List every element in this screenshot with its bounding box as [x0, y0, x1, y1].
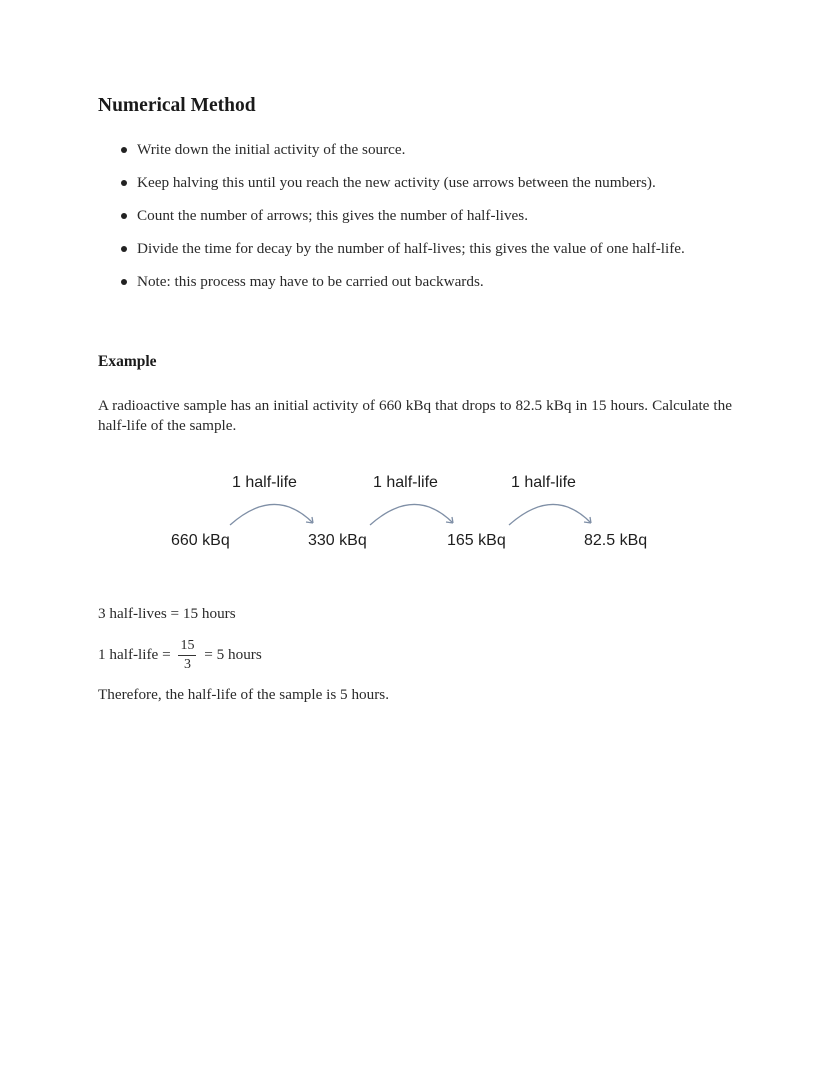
- example-problem-text: A radioactive sample has an initial activity of 660 kBq that drops to 82.5 kBq in 15 hours. Calculate the half-life of the sample.: [98, 397, 732, 434]
- equation-rhs: = 5 hours: [204, 645, 262, 663]
- activity-value: 82.5 kBq: [584, 532, 648, 549]
- example-heading: Example: [98, 353, 157, 370]
- arrow-label: 1 half-life: [511, 474, 576, 491]
- section-title: Numerical Method: [98, 95, 256, 116]
- solution-conclusion: Therefore, the half-life of the sample is 5 hours.: [98, 686, 389, 703]
- list-item: Write down the initial activity of the source.: [98, 140, 732, 159]
- fraction-numerator: 15: [178, 638, 196, 656]
- arrow-label: 1 half-life: [232, 474, 297, 491]
- curved-arrow-icon: [230, 504, 313, 525]
- activity-value: 330 kBq: [308, 532, 367, 549]
- activity-value: 660 kBq: [171, 532, 230, 549]
- list-item: Note: this process may have to be carried out backwards.: [98, 272, 732, 291]
- solution-line-1: 3 half-lives = 15 hours: [98, 605, 236, 622]
- list-item: Keep halving this until you reach the new activity (use arrows between the numbers).: [98, 173, 732, 192]
- method-steps-list: [98, 140, 732, 305]
- arrow-label: 1 half-life: [373, 474, 438, 491]
- solution-line-2: [98, 638, 262, 673]
- list-item: Count the number of arrows; this gives the number of half-lives.: [98, 206, 732, 225]
- half-life-diagram: [160, 465, 680, 565]
- equation-lhs: 1 half-life =: [98, 645, 171, 663]
- fraction-denominator: 3: [183, 657, 191, 672]
- list-item: Divide the time for decay by the number of half-lives; this gives the value of one half-life.: [98, 239, 732, 258]
- activity-value: 165 kBq: [447, 532, 506, 549]
- curved-arrow-icon: [509, 504, 591, 525]
- curved-arrow-icon: [370, 504, 453, 525]
- fraction: [178, 638, 196, 673]
